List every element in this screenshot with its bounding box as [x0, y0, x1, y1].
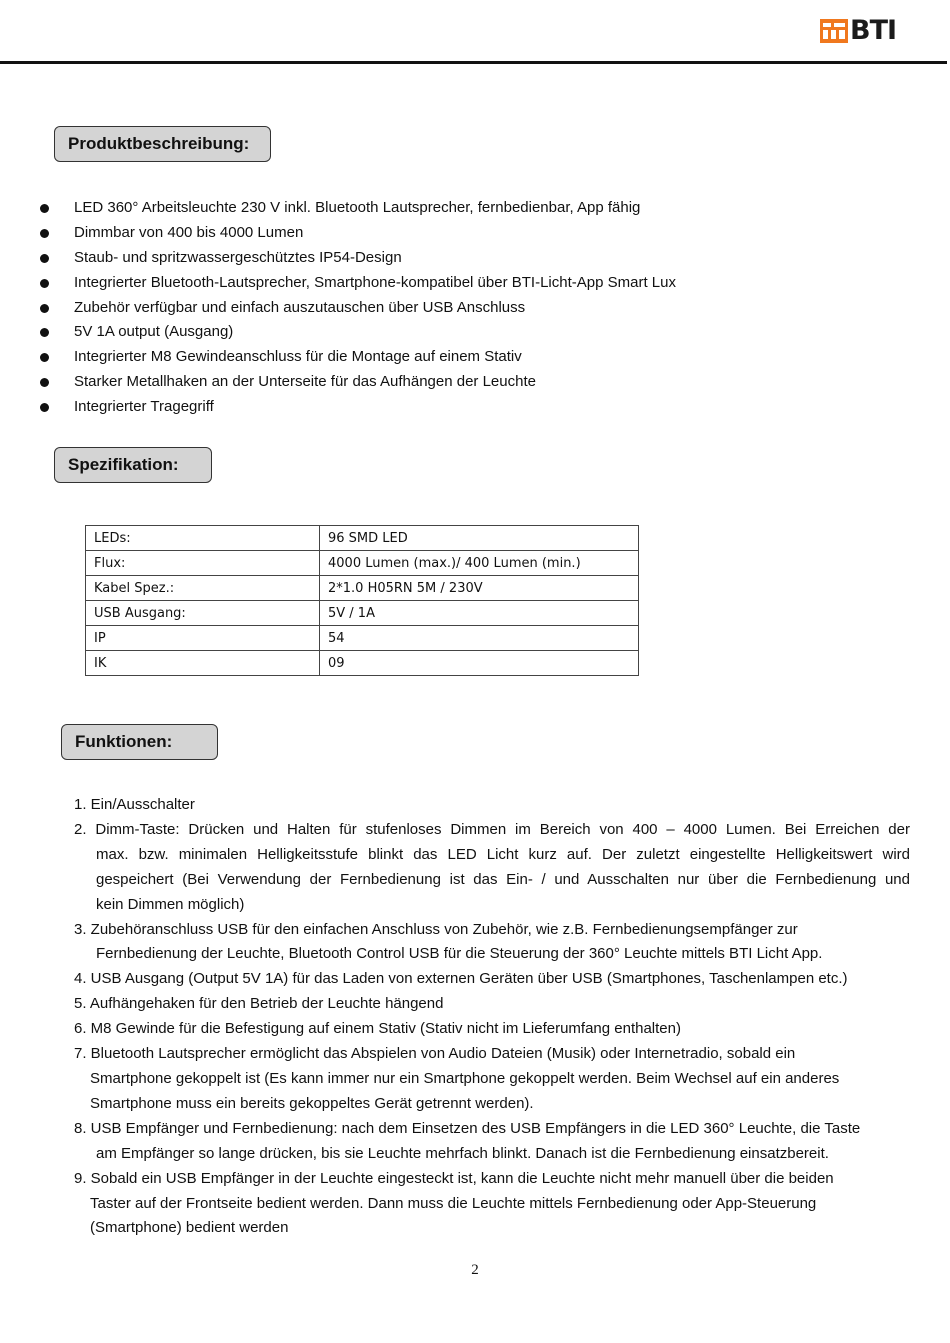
spec-label: IP — [86, 626, 320, 651]
table-row — [86, 651, 639, 676]
list-item — [74, 918, 910, 968]
function-line: kein Dimmen möglich) — [96, 895, 245, 913]
list-item: Dimmbar von 400 bis 4000 Lumen — [0, 221, 676, 246]
list-item: LED 360° Arbeitsleuchte 230 V inkl. Bluetooth Lautsprecher, fernbedienbar, App fähig — [0, 196, 676, 221]
function-line: 5. Aufhängehaken für den Betrieb der Leuchte hängend — [74, 995, 444, 1013]
function-line: Smartphone muss ein bereits gekoppeltes Gerät getrennt werden). — [90, 1094, 534, 1112]
function-line: 2. Dimm-Taste: Drücken und Halten für stufenloses Dimmen im Bereich von 400 – 4000 Lumen. Bei Erreichen der — [74, 820, 910, 838]
list-item: Starker Metallhaken an der Unterseite für das Aufhängen der Leuchte — [0, 370, 676, 395]
function-line: 8. USB Empfänger und Fernbedienung: nach dem Einsetzen des USB Empfängers in die LED 360° Leuchte, die Taste — [74, 1119, 861, 1137]
list-item — [74, 793, 910, 818]
page-number: 2 — [471, 1262, 479, 1278]
table-row — [86, 601, 639, 626]
functions-list — [74, 793, 910, 1241]
list-item: Integrierter Tragegriff — [0, 395, 676, 420]
spec-value: 54 — [320, 626, 639, 651]
logo-mark-icon — [820, 19, 848, 43]
section-title-description: Produktbeschreibung: — [54, 126, 271, 162]
table-row — [86, 526, 639, 551]
list-item: Staub- und spritzwassergeschütztes IP54-Design — [0, 246, 676, 271]
list-item — [74, 1017, 910, 1042]
spec-label: IK — [86, 651, 320, 676]
spec-value: 4000 Lumen (max.)/ 400 Lumen (min.) — [320, 551, 639, 576]
function-line: 7. Bluetooth Lautsprecher ermöglicht das Abspielen von Audio Dateien (Musik) oder Internetradio, sobald ein — [74, 1045, 796, 1063]
spec-label: Flux: — [86, 551, 320, 576]
list-item — [74, 1117, 910, 1167]
section-title-spec: Spezifikation: — [54, 447, 212, 483]
spec-value: 09 — [320, 651, 639, 676]
table-row — [86, 551, 639, 576]
function-line: 1. Ein/Ausschalter — [74, 796, 195, 813]
function-line: max. bzw. minimalen Helligkeitsstufe blinkt das LED Licht kurz auf. Der zuletzt eingestellte Helligkeitswert wird — [96, 845, 910, 863]
function-line: (Smartphone) bedient werden — [90, 1219, 289, 1237]
function-line: 6. M8 Gewinde für die Befestigung auf einem Stativ (Stativ nicht im Lieferumfang enthalten) — [74, 1020, 681, 1038]
header-divider — [0, 61, 947, 64]
spec-value: 2*1.0 H05RN 5M / 230V — [320, 576, 639, 601]
list-item: 5V 1A output (Ausgang) — [0, 320, 676, 345]
spec-label: Kabel Spez.: — [86, 576, 320, 601]
logo-text: BTI — [850, 15, 897, 46]
function-line: 4. USB Ausgang (Output 5V 1A) für das Laden von externen Geräten über USB (Smartphones, Taschenlampen etc.) — [74, 970, 848, 988]
section-title-functions: Funktionen: — [61, 724, 218, 760]
table-row — [86, 576, 639, 601]
brand-logo — [820, 15, 897, 46]
list-item — [74, 967, 910, 992]
spec-table — [85, 525, 639, 676]
function-line: Taster auf der Frontseite bedient werden. Dann muss die Leuchte mittels Fernbedienung oder App-Steuerung — [90, 1194, 817, 1212]
list-item — [74, 818, 910, 918]
function-line: Smartphone gekoppelt ist (Es kann immer nur ein Smartphone gekoppelt werden. Beim Wechsel auf ein anderes — [90, 1069, 840, 1087]
spec-value: 96 SMD LED — [320, 526, 639, 551]
function-line: am Empfänger so lange drücken, bis sie Leuchte mehrfach blinkt. Danach ist die Fernbedienung einsatzbereit. — [96, 1144, 829, 1162]
list-item: Integrierter M8 Gewindeanschluss für die Montage auf einem Stativ — [0, 345, 676, 370]
spec-label: USB Ausgang: — [86, 601, 320, 626]
spec-value: 5V / 1A — [320, 601, 639, 626]
list-item: Integrierter Bluetooth-Lautsprecher, Smartphone-kompatibel über BTI-Licht-App Smart Lux — [0, 271, 676, 296]
list-item — [74, 1167, 910, 1242]
function-line: 3. Zubehöranschluss USB für den einfachen Anschluss von Zubehör, wie z.B. Fernbedienungsempfänger zur — [74, 920, 798, 938]
list-item — [74, 992, 910, 1017]
list-item: Zubehör verfügbar und einfach auszutauschen über USB Anschluss — [0, 296, 676, 321]
list-item — [74, 1042, 910, 1117]
feature-list — [0, 196, 676, 420]
function-line: gespeichert (Bei Verwendung der Fernbedienung ist das Ein- / und Ausschalten nur über die Fernbedienung und — [96, 870, 910, 888]
function-line: 9. Sobald ein USB Empfänger in der Leuchte eingesteckt ist, kann die Leuchte nicht mehr manuell über die beiden — [74, 1169, 834, 1187]
spec-label: LEDs: — [86, 526, 320, 551]
function-line: Fernbedienung der Leuchte, Bluetooth Control USB für die Steuerung der 360° Leuchte mittels BTI Licht App. — [96, 945, 823, 963]
table-row — [86, 626, 639, 651]
